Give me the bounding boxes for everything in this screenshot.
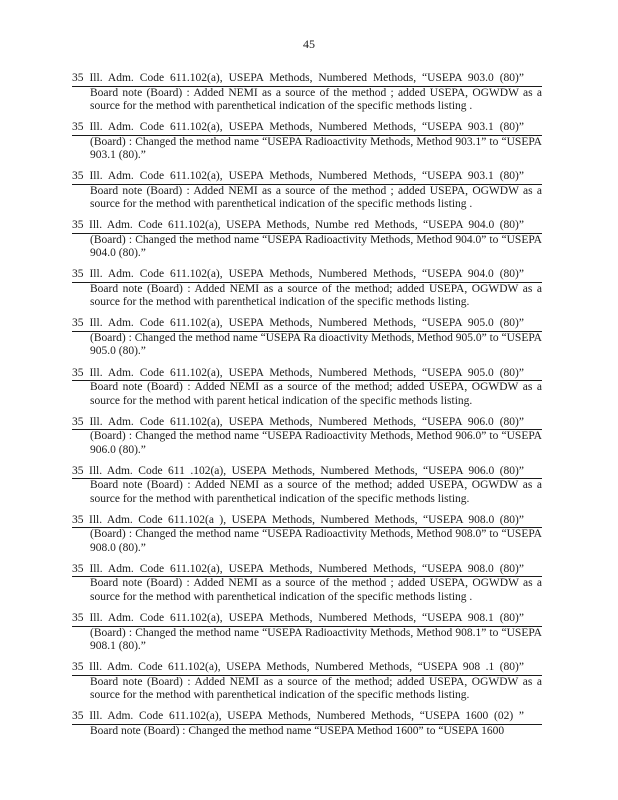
board-note: (Board) : Changed the method name “USEPA Radioactivity Methods, Method 903.1” to “USEPA 903.1 (80).” bbox=[90, 135, 542, 162]
citation-line: 35 Ill. Adm. Code 611.102(a), USEPA Methods, Numbered Methods, “USEPA 903.1 (80)” bbox=[72, 170, 542, 185]
citation-line: 35 Ill. Adm. Code 611.102(a), USEPA Methods, Numbered Methods, “USEPA 908.1 (80)” bbox=[72, 612, 542, 627]
board-note: Board note (Board) : Added NEMI as a source of the method; added USEPA, OGWDW as a source for the method with parent hetical indication of the specific methods listing. bbox=[90, 381, 542, 407]
citation-line: 35 Ill. Adm. Code 611.102(a), USEPA Methods, Numbe red Methods, “USEPA 904.0 (80)” bbox=[72, 219, 542, 234]
list-item bbox=[72, 710, 542, 738]
board-note: Board note (Board) : Added NEMI as a source of the method ; added USEPA, OGWDW as a source for the method with parenthetical indication of the specific methods listing . bbox=[90, 577, 542, 603]
board-note: (Board) : Changed the method name “USEPA Radioactivity Methods, Method 904.0” to “USEPA 904.0 (80).” bbox=[90, 233, 542, 260]
list-item bbox=[72, 317, 542, 359]
citation-line: 35 Ill. Adm. Code 611.102(a), USEPA Methods, Numbered Methods, “USEPA 903.0 (80)” bbox=[72, 72, 542, 87]
list-item bbox=[72, 514, 542, 556]
board-note: (Board) : Changed the method name “USEPA Ra dioactivity Methods, Method 905.0” to “USEPA 905.0 (80).” bbox=[90, 331, 542, 358]
list-item bbox=[72, 219, 542, 261]
list-item bbox=[72, 268, 542, 310]
citation-line: 35 Ill. Adm. Code 611.102(a), USEPA Methods, Numbered Methods, “USEPA 908.0 (80)” bbox=[72, 563, 542, 578]
list-item bbox=[72, 612, 542, 654]
citation-line: 35 Ill. Adm. Code 611.102(a), USEPA Methods, Numbered Methods, “USEPA 903.1 (80)” bbox=[72, 121, 542, 136]
citation-line: 35 Ill. Adm. Code 611.102(a ), USEPA Methods, Numbered Methods, “USEPA 908.0 (80)” bbox=[72, 514, 542, 529]
board-note: Board note (Board) : Added NEMI as a source of the method; added USEPA, OGWDW as a source for the method with parenthetical indication of the specific methods listing. bbox=[90, 675, 542, 702]
list-item bbox=[72, 563, 542, 605]
list-item bbox=[72, 416, 542, 458]
page-number: 45 bbox=[303, 37, 315, 51]
amendment-list bbox=[72, 72, 542, 746]
citation-line: 35 Ill. Adm. Code 611.102(a), USEPA Methods, Numbered Methods, “USEPA 904.0 (80)” bbox=[72, 268, 542, 283]
citation-line: 35 Ill. Adm. Code 611.102(a), USEPA Methods, Numbered Methods, “USEPA 905.0 (80)” bbox=[72, 317, 542, 332]
citation-line: 35 Ill. Adm. Code 611.102(a), USEPA Methods, Numbered Methods, “USEPA 1600 (02) ” bbox=[72, 710, 542, 725]
citation-line: 35 Ill. Adm. Code 611.102(a), USEPA Methods, Numbered Methods, “USEPA 906.0 (80)” bbox=[72, 416, 542, 431]
board-note: (Board) : Changed the method name “USEPA Radioactivity Methods, Method 908.1” to “USEPA 908.1 (80).” bbox=[90, 626, 542, 653]
citation-line: 35 Ill. Adm. Code 611.102(a), USEPA Methods, Numbered Methods, “USEPA 905.0 (80)” bbox=[72, 367, 542, 382]
list-item bbox=[72, 465, 542, 507]
board-note: Board note (Board) : Added NEMI as a source of the method ; added USEPA, OGWDW as a source for the method with parenthetical indication of the specific methods listing . bbox=[90, 86, 542, 112]
board-note: Board note (Board) : Added NEMI as a source of the method; added USEPA, OGWDW as a source for the method with parenthetical indication of the specific methods listing. bbox=[90, 479, 542, 505]
list-item bbox=[72, 72, 542, 114]
board-note: (Board) : Changed the method name “USEPA Radioactivity Methods, Method 906.0” to “USEPA 906.0 (80).” bbox=[90, 430, 542, 456]
board-note: Board note (Board) : Added NEMI as a source of the method; added USEPA, OGWDW as a source for the method with parenthetical indication of the specific methods listing. bbox=[90, 282, 542, 309]
board-note: Board note (Board) : Added NEMI as a source of the method ; added USEPA, OGWDW as a source for the method with parenthetical indication of the specific methods listing . bbox=[90, 184, 542, 211]
list-item bbox=[72, 170, 542, 212]
citation-line: 35 Ill. Adm. Code 611 .102(a), USEPA Methods, Numbered Methods, “USEPA 906.0 (80)” bbox=[72, 465, 542, 480]
board-note: (Board) : Changed the method name “USEPA Radioactivity Methods, Method 908.0” to “USEPA 908.0 (80).” bbox=[90, 528, 542, 554]
list-item bbox=[72, 121, 542, 163]
list-item bbox=[72, 367, 542, 409]
citation-line: 35 Ill. Adm. Code 611.102(a), USEPA Methods, Numbered Methods, “USEPA 908 .1 (80)” bbox=[72, 661, 542, 676]
list-item bbox=[72, 661, 542, 703]
board-note: Board note (Board) : Changed the method name “USEPA Method 1600” to “USEPA 1600 bbox=[90, 724, 505, 737]
